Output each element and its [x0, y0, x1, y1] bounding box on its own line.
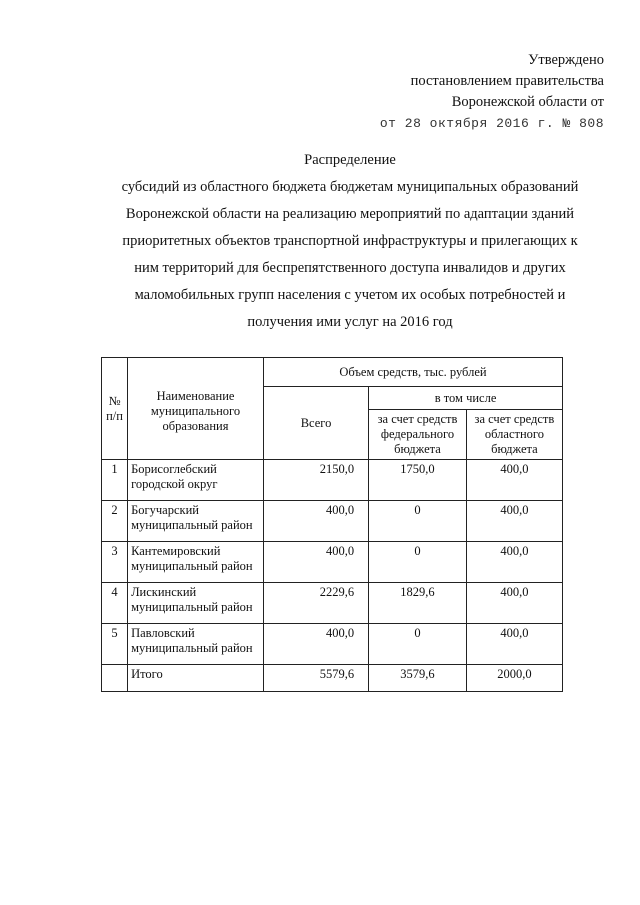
total-regional: 2000,0: [466, 665, 562, 692]
approval-line-resolution: постановлением правительства: [410, 73, 604, 89]
row-num: 1: [102, 460, 128, 501]
total-label: Итого: [128, 665, 264, 692]
total-num: [102, 665, 128, 692]
row-total: 400,0: [263, 501, 368, 542]
title-line-4: приоритетных объектов транспортной инфраструктуры и прилегающих к: [122, 233, 578, 249]
row-name: Лискинский муниципальный район: [128, 583, 264, 624]
row-name: Богучарский муниципальный район: [128, 501, 264, 542]
row-total: 400,0: [263, 624, 368, 665]
document-title: [40, 147, 640, 336]
row-name: Борисоглебский городской округ: [128, 460, 264, 501]
header-total: Всего: [263, 387, 368, 460]
row-regional: 400,0: [466, 501, 562, 542]
row-name: Кантемировский муниципальный район: [128, 542, 264, 583]
title-line-6: маломобильных групп населения с учетом их особых потребностей и: [134, 287, 566, 303]
header-including: в том числе: [369, 387, 563, 410]
table-row: [102, 460, 563, 501]
row-federal: 1750,0: [369, 460, 467, 501]
row-total: 2150,0: [263, 460, 368, 501]
table-body: [102, 460, 563, 692]
row-num: 3: [102, 542, 128, 583]
row-federal: 0: [369, 501, 467, 542]
total-sum: 5579,6: [263, 665, 368, 692]
row-num: 5: [102, 624, 128, 665]
title-line-1: Распределение: [304, 152, 396, 168]
title-line-3: Воронежской области на реализацию мероприятий по адаптации зданий: [125, 206, 575, 222]
row-regional: 400,0: [466, 624, 562, 665]
row-regional: 400,0: [466, 542, 562, 583]
title-line-5: ним территорий для беспрепятственного доступа инвалидов и других: [134, 260, 566, 276]
row-total: 400,0: [263, 542, 368, 583]
approval-block: [380, 50, 604, 134]
row-federal: 0: [369, 624, 467, 665]
row-regional: 400,0: [466, 583, 562, 624]
table-row: [102, 624, 563, 665]
approval-line-region: Воронежской области от: [451, 94, 604, 110]
title-line-2: субсидий из областного бюджета бюджетам муниципальных образований: [121, 179, 579, 195]
header-federal: за счет средств федерального бюджета: [369, 410, 467, 460]
header-num: № п/п: [102, 358, 128, 460]
table-row: [102, 542, 563, 583]
approval-stamp-date-number: от 28 октября 2016 г. № 808: [379, 116, 604, 131]
row-total: 2229,6: [263, 583, 368, 624]
header-name: Наименование муниципального образования: [128, 358, 264, 460]
row-num: 4: [102, 583, 128, 624]
subsidy-distribution-table: [101, 357, 563, 692]
header-volume: Объем средств, тыс. рублей: [263, 358, 562, 387]
row-federal: 1829,6: [369, 583, 467, 624]
row-regional: 400,0: [466, 460, 562, 501]
table-row: [102, 583, 563, 624]
title-line-7: получения ими услуг на 2016 год: [247, 314, 453, 330]
row-federal: 0: [369, 542, 467, 583]
approval-line-approved: Утверждено: [528, 52, 604, 68]
table-row: [102, 501, 563, 542]
total-federal: 3579,6: [369, 665, 467, 692]
table-total-row: [102, 665, 563, 692]
row-num: 2: [102, 501, 128, 542]
header-regional: за счет средств областного бюджета: [466, 410, 562, 460]
row-name: Павловский муниципальный район: [128, 624, 264, 665]
